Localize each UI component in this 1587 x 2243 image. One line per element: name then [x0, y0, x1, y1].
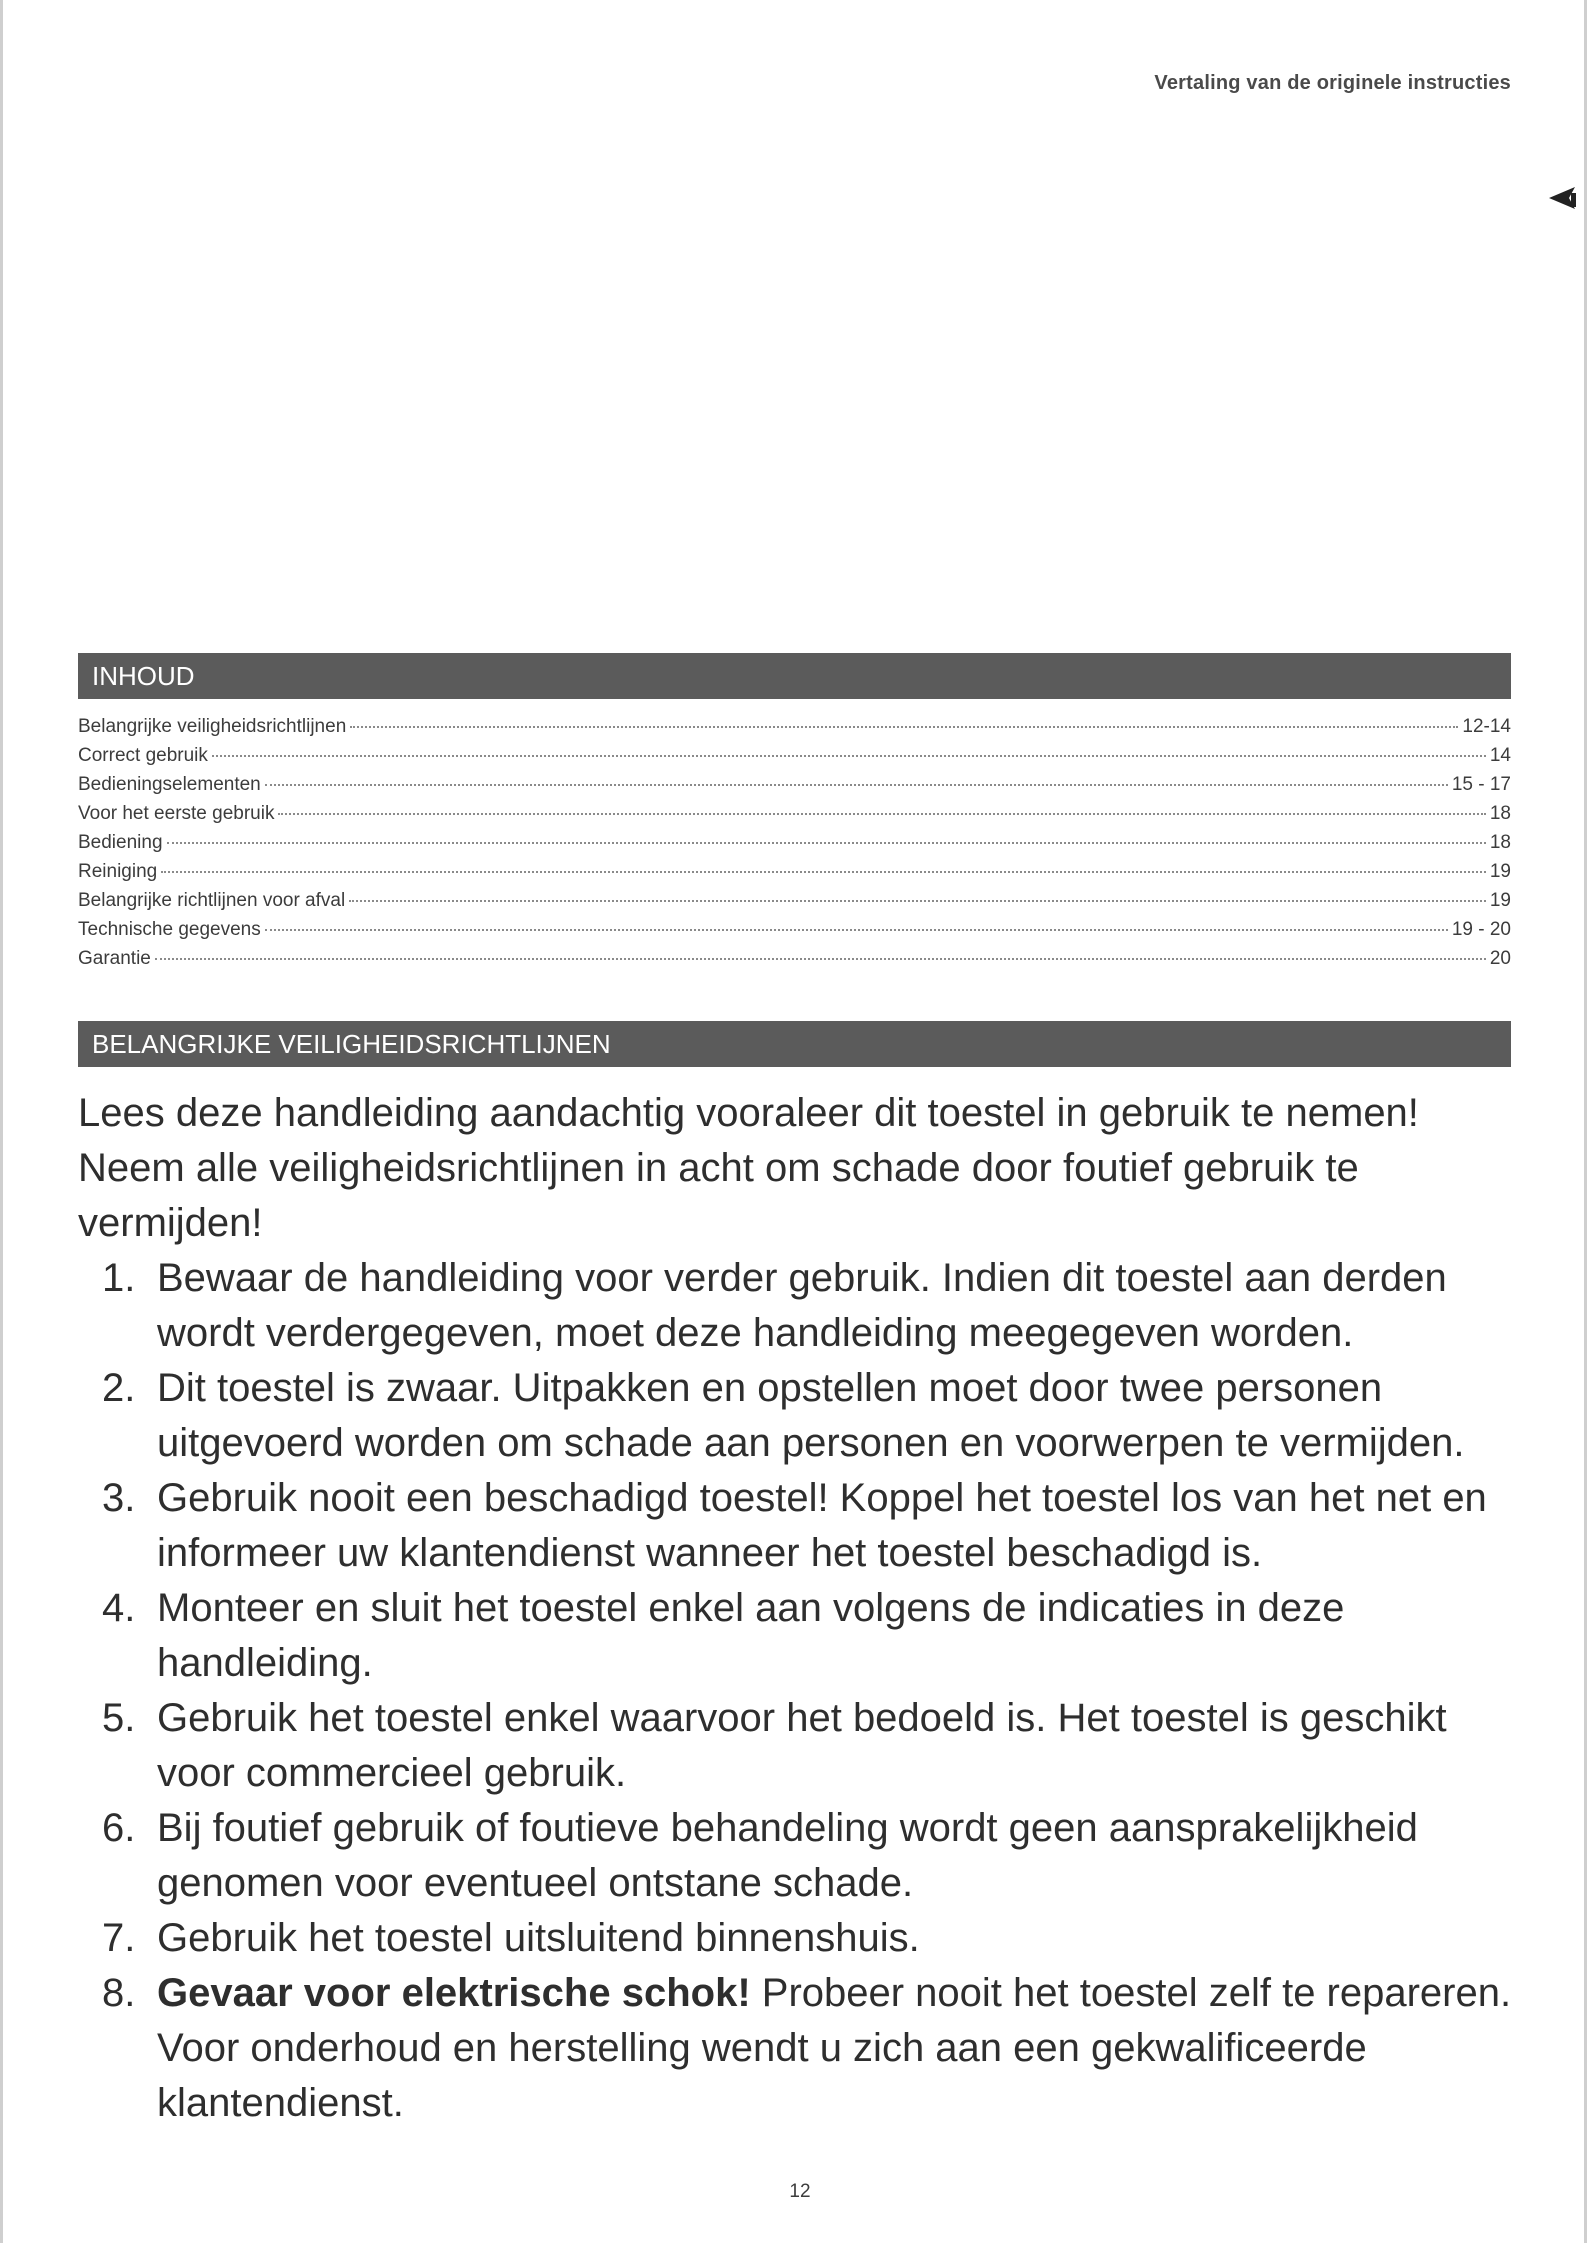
- toc-entry: [78, 948, 1511, 977]
- toc-entry-label: Bedieningselementen: [78, 774, 261, 795]
- safety-rule-text: Dit toestel is zwaar. Uitpakken en opstellen moet door twee personen uitgevoerd worden om schade aan personen en voorwerpen te vermijden.: [157, 1366, 1465, 1465]
- toc-entry-label: Correct gebruik: [78, 745, 208, 766]
- toc-entry: [78, 774, 1511, 803]
- toc-entry: [78, 803, 1511, 832]
- safety-rule: [78, 1966, 1518, 2131]
- safety-rule: [78, 1361, 1518, 1471]
- safety-section: [78, 1086, 1518, 2131]
- toc-entry-page: 12-14: [1462, 716, 1511, 737]
- toc-dot-leader: [265, 929, 1448, 931]
- toc-dot-leader: [161, 871, 1486, 873]
- toc-entry: [78, 861, 1511, 890]
- toc-entry-page: 18: [1489, 803, 1511, 824]
- safety-rule-number: 6.: [102, 1806, 136, 1850]
- toc-entry-page: 20: [1489, 948, 1511, 969]
- safety-rule: [78, 1801, 1518, 1911]
- safety-intro: Lees deze handleiding aandachtig vooraleer dit toestel in gebruik te nemen! Neem alle veiligheidsrichtlijnen in acht om schade door foutief gebruik te vermijden!: [78, 1091, 1419, 1245]
- toc-dot-leader: [265, 784, 1448, 786]
- table-of-contents: [78, 716, 1511, 977]
- toc-dot-leader: [212, 755, 1486, 757]
- safety-rule: [78, 1471, 1518, 1581]
- toc-dot-leader: [350, 726, 1458, 728]
- toc-entry-page: 19 - 20: [1451, 919, 1511, 940]
- toc-entry-label: Reiniging: [78, 861, 158, 882]
- safety-rule-warning: Gevaar voor elektrische schok!: [157, 1971, 751, 2015]
- safety-rule-number: 1.: [102, 1256, 136, 1300]
- toc-entry-page: 18: [1489, 832, 1511, 853]
- safety-rule-number: 4.: [102, 1586, 136, 1630]
- toc-entry-label: Garantie: [78, 948, 151, 969]
- toc-entry-label: Belangrijke richtlijnen voor afval: [78, 890, 346, 911]
- safety-rule-text: Bij foutief gebruik of foutieve behandeling wordt geen aansprakelijkheid genomen voor eventueel ontstane schade.: [157, 1806, 1418, 1905]
- safety-rule-number: 3.: [102, 1476, 136, 1520]
- toc-dot-leader: [278, 813, 1485, 815]
- safety-rule-number: 7.: [102, 1916, 136, 1960]
- safety-rule-number: 5.: [102, 1696, 136, 1740]
- safety-rule: [78, 1251, 1518, 1361]
- safety-rule-number: 8.: [102, 1971, 136, 2015]
- toc-dot-leader: [349, 900, 1486, 902]
- toc-entry-page: 19: [1489, 861, 1511, 882]
- toc-entry: [78, 832, 1511, 861]
- toc-heading: INHOUD: [78, 653, 1511, 699]
- toc-entry: [78, 890, 1511, 919]
- safety-rules-list: [78, 1251, 1518, 2131]
- safety-heading: BELANGRIJKE VEILIGHEIDSRICHTLIJNEN: [78, 1021, 1511, 1067]
- toc-entry-page: 19: [1489, 890, 1511, 911]
- toc-entry: [78, 716, 1511, 745]
- safety-rule: [78, 1581, 1518, 1691]
- safety-rule-text: Monteer en sluit het toestel enkel aan volgens de indicaties in deze handleiding.: [157, 1586, 1345, 1685]
- language-tab-arrow-icon: [1547, 183, 1577, 213]
- toc-entry-label: Bediening: [78, 832, 163, 853]
- toc-entry-label: Voor het eerste gebruik: [78, 803, 275, 824]
- toc-entry: [78, 919, 1511, 948]
- toc-entry-page: 15 - 17: [1451, 774, 1511, 795]
- translation-note: Vertaling van de originele instructies: [1154, 72, 1511, 94]
- safety-rule-text: Gebruik het toestel uitsluitend binnenshuis.: [157, 1916, 920, 1960]
- safety-rule: [78, 1911, 1518, 1966]
- toc-dot-leader: [155, 958, 1486, 960]
- toc-entry-page: 14: [1489, 745, 1511, 766]
- safety-rule-text: Probeer nooit het toestel zelf te repareren. Voor onderhoud en herstelling wendt u zich aan een gekwalificeerde klantendienst.: [157, 1971, 1512, 2125]
- toc-entry: [78, 745, 1511, 774]
- safety-rule-number: 2.: [102, 1366, 136, 1410]
- safety-rule-text: Gebruik nooit een beschadigd toestel! Koppel het toestel los van het net en informeer uw klantendienst wanneer het toestel beschadigd is.: [157, 1476, 1487, 1575]
- toc-dot-leader: [167, 842, 1486, 844]
- safety-rule: [78, 1691, 1518, 1801]
- page-number: 12: [789, 2181, 811, 2202]
- safety-rule-text: Bewaar de handleiding voor verder gebruik. Indien dit toestel aan derden wordt verdergegeven, moet deze handleiding meegegeven worden.: [157, 1256, 1447, 1355]
- toc-entry-label: Technische gegevens: [78, 919, 261, 940]
- safety-rule-text: Gebruik het toestel enkel waarvoor het bedoeld is. Het toestel is geschikt voor commercieel gebruik.: [157, 1696, 1447, 1795]
- toc-entry-label: Belangrijke veiligheidsrichtlijnen: [78, 716, 347, 737]
